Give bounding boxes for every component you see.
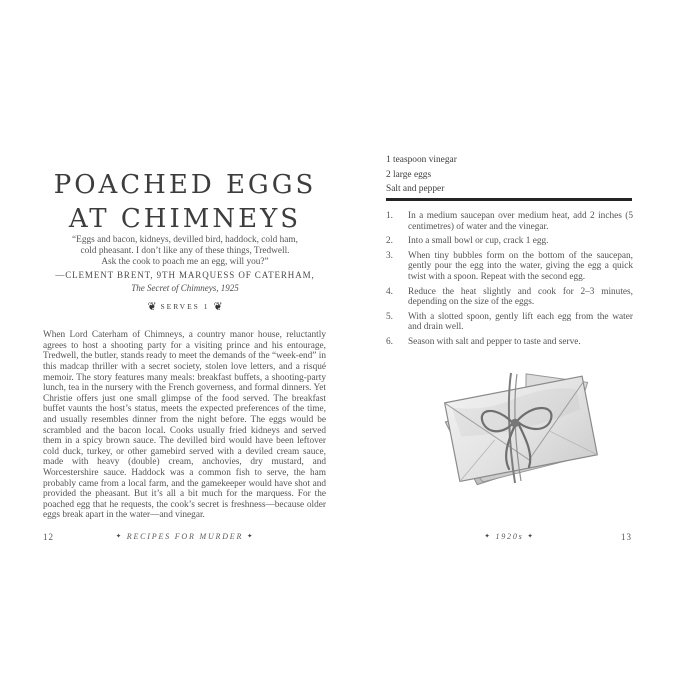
quote-line: cold pheasant. I don’t like any of these things, Tredwell.	[80, 246, 290, 256]
serves-label: SERVES 1	[160, 302, 210, 311]
step-text: With a slotted spoon, gently lift each egg from the water and drain well.	[408, 311, 633, 333]
running-title-left	[43, 532, 327, 541]
step-item	[386, 236, 633, 247]
ingredient-item: 2 large eggs	[386, 169, 432, 180]
step-item	[386, 251, 633, 283]
step-text: Into a small bowl or cup, crack 1 egg.	[408, 236, 549, 247]
fleuron-icon: ❦	[213, 301, 223, 313]
ingredient-item: 1 teaspoon vinegar	[386, 155, 457, 165]
serves-badge	[43, 300, 327, 313]
section-divider-rule	[386, 198, 632, 201]
step-item	[386, 312, 633, 333]
diamond-ornament-icon: ✦	[115, 533, 123, 540]
ingredient-item: Salt and pepper	[386, 184, 445, 194]
letters-bundle-illustration	[437, 361, 603, 501]
quote-line: “Eggs and bacon, kidneys, devilled bird, haddock, cold ham,	[72, 235, 298, 245]
recipe-headnote: When Lord Caterham of Chimneys, a country manor house, reluctantly agrees to host a shooting party for a visiting prince and his entourage, Tredwell, the butler, stands ready to meet the demands of the “week-end” in this madcap thriller with a secret society, stolen love letters, and a risqué memoir. The story features many meals: breakfast buffets, a shooting-party lunch, tea in the nursery with the French governess, and formal dinners. Yet Christie offers just one small glimpse of the food served. The breakfast buffet vaunts the host’s status, meets the expected preferences of the time, and usually resembles dinner from the night before. The eggs would be scrambled and the bacon local. Cooks usually fried kidneys and served them in a spicy brown sauce. The devilled bird would have been leftover cold duck, turkey, or other gamebird served with a deviled cream sauce, made with heavy (double) cream, anchovies, dry mustard, and Worcestershire sauce. Haddock was a common fish to serve, the ham probably came from a local farm, and the gamekeeper would have shot and provided the pheasant. But it’s all a bit much for the marquess. For the poached egg that he requests, the cook’s secret is freshness—because older eggs break apart in the water—and vinegar.	[43, 330, 326, 521]
running-title-left-label: RECIPES FOR MURDER	[126, 532, 244, 541]
step-number: 2.	[386, 236, 393, 247]
diamond-ornament-icon: ✦	[527, 533, 535, 540]
ingredient-list	[386, 153, 633, 197]
step-number: 5.	[386, 311, 393, 322]
step-text: Season with salt and pepper to taste and serve.	[408, 336, 581, 347]
running-title-right-label: 1920s	[495, 532, 524, 541]
step-text: When tiny bubbles form on the bottom of the saucepan, gently pour the egg into the water, giving the egg a quick twist with a spoon. Repeat with the second egg.	[408, 250, 633, 282]
step-text: In a medium saucepan over medium heat, add 2 inches (5 centimetres) of water and the vinegar.	[408, 211, 633, 232]
instruction-steps	[386, 211, 633, 352]
step-number: 1.	[386, 211, 393, 221]
epigraph-quote	[43, 235, 327, 268]
page-number-right: 13	[621, 532, 632, 542]
recipe-title-line1: POACHED EGGS	[53, 170, 317, 201]
step-number: 3.	[386, 250, 393, 261]
page-number-left: 12	[43, 532, 54, 542]
quote-source: The Secret of Chimneys, 1925	[131, 283, 239, 293]
recipe-title-line2: AT CHIMNEYS	[68, 204, 302, 235]
quote-attribution: —CLEMENT BRENT, 9TH MARQUESS OF CATERHAM,	[55, 270, 315, 280]
quote-line: Ask the cook to poach me an egg, will you?”	[101, 257, 269, 267]
step-item	[386, 211, 633, 232]
recipe-title	[43, 168, 327, 236]
diamond-ornament-icon: ✦	[484, 533, 492, 540]
step-text: Reduce the heat slightly and cook for 2–3 minutes, depending on the size of the eggs.	[408, 286, 633, 308]
diamond-ornament-icon: ✦	[247, 533, 255, 540]
step-item	[386, 287, 633, 308]
fleuron-icon: ❦	[147, 301, 157, 313]
step-item	[386, 337, 633, 348]
step-number: 4.	[386, 286, 393, 297]
step-number: 6.	[386, 336, 393, 347]
